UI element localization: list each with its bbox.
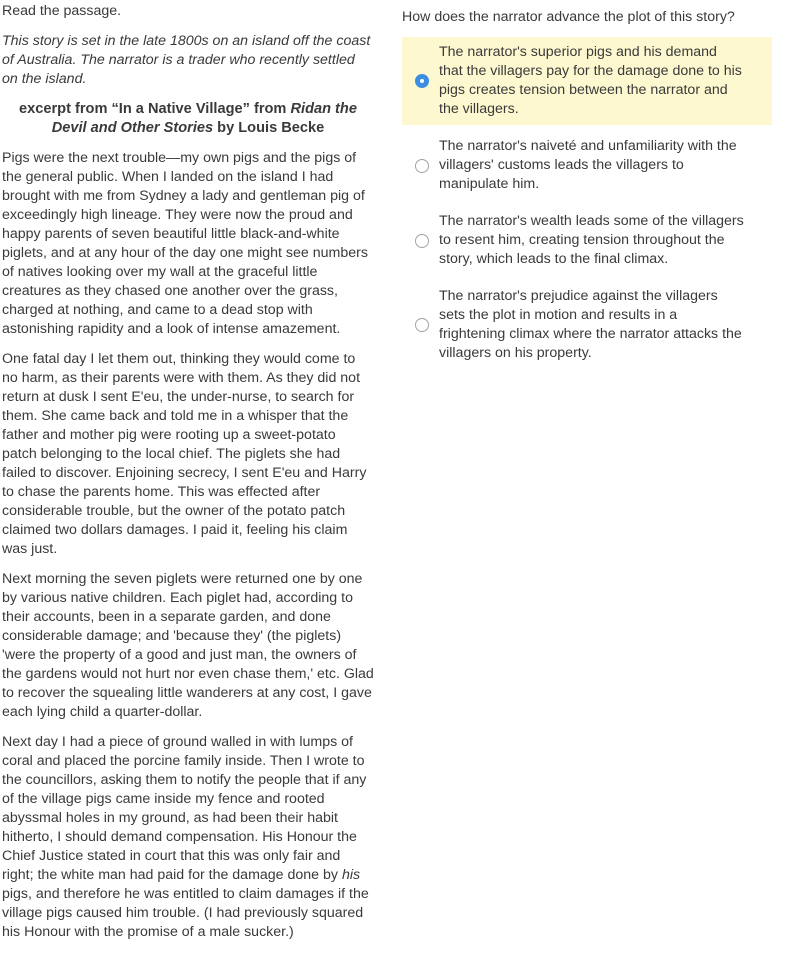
book-title: Ridan the Devil and Other Stories — [51, 101, 357, 136]
radio-button-icon[interactable] — [415, 318, 429, 332]
answer-choices — [402, 37, 772, 369]
answer-choice-b-text: The narrator's naiveté and unfamiliarity with the villagers' customs leads the villagers to manipulate him. — [439, 138, 737, 192]
radio-button-selected-icon[interactable] — [415, 74, 429, 88]
paragraph-4-emphasis: his — [341, 867, 361, 883]
passage-source — [2, 100, 374, 138]
paragraph-4-text-b: pigs, and therefore he was entitled to claim damages if the village pigs caused him trouble. (I had previously squared his Honour with the promise of a male sucker.) — [2, 886, 369, 940]
source-prefix: excerpt from “In a Native Village” from — [19, 101, 291, 117]
answer-choice-c[interactable] — [402, 206, 772, 275]
reading-passage — [2, 2, 374, 953]
radio-button-icon[interactable] — [415, 234, 429, 248]
source-author: by Louis Becke — [213, 120, 325, 136]
answer-choice-d-text: The narrator's prejudice against the villagers sets the plot in motion and results in a frightening climax where the narrator attacks the villagers on his property. — [439, 288, 742, 361]
answer-choice-a[interactable] — [402, 37, 772, 125]
passage-context: This story is set in the late 1800s on an island off the coast of Australia. The narrator is a trader who recently settled on the island. — [2, 33, 371, 87]
answer-choice-d[interactable] — [402, 281, 772, 369]
answer-choice-b[interactable] — [402, 131, 772, 200]
question-panel — [402, 8, 772, 375]
paragraph-4-text-a: Next day I had a piece of ground walled in with lumps of coral and placed the porcine family inside. Then I wrote to the councillors, asking them to notify the people that if any of the village pigs came inside my fence and rooted abyssmal holes in my ground, as had been their habit hitherto, I should demand compensation. His Honour the Chief Justice stated in court that this was only fair and right; the white man had paid for the damage done by — [2, 734, 367, 883]
question-prompt: How does the narrator advance the plot of this story? — [402, 9, 735, 25]
answer-choice-a-text: The narrator's superior pigs and his demand that the villagers pay for the damage done to his pigs creates tension between the narrator and the villagers. — [439, 44, 742, 117]
radio-button-icon[interactable] — [415, 159, 429, 173]
passage-paragraph-1: Pigs were the next trouble—my own pigs and the pigs of the general public. When I landed on the island I had brought with me from Sydney a lady and gentleman pig of exceedingly high lineage. They were now the proud and happy parents of seven beautiful little black-and-white piglets, and at any hour of the day one might see numbers of natives looking over my wall at the graceful little creatures as they chased one another over the grass, charged at nothing, and came to a dead stop with astonishing rapidity and a look of intense amazement. — [2, 150, 368, 337]
passage-paragraph-4 — [2, 733, 374, 942]
passage-instruction: Read the passage. — [2, 3, 122, 19]
answer-choice-c-text: The narrator's wealth leads some of the villagers to resent him, creating tension throughout the story, which leads to the final climax. — [439, 213, 744, 267]
passage-paragraph-3: Next morning the seven piglets were returned one by one by various native children. Each piglet had, according to their accounts, been in a separate garden, and done considerable damage; and 'because they' (the piglets) 'were the property of a good and just man, the owners of the gardens would not hurt nor even chase them,' etc. Glad to recover the squealing little wanderers at any cost, I gave each lying child a quarter-dollar. — [2, 571, 374, 720]
passage-paragraph-2: One fatal day I let them out, thinking they would come to no harm, as their parents were with them. As they did not return at dusk I sent E'eu, the under-nurse, to search for them. She came back and told me in a whisper that the father and mother pig were rooting up a sweet-potato patch belonging to the local chief. The piglets she had failed to discover. Enjoining secrecy, I sent E'eu and Harry to chase the parents home. This was effected after considerable trouble, but the owner of the potato patch claimed two dollars damages. I paid it, feeling his claim was just. — [2, 351, 367, 557]
